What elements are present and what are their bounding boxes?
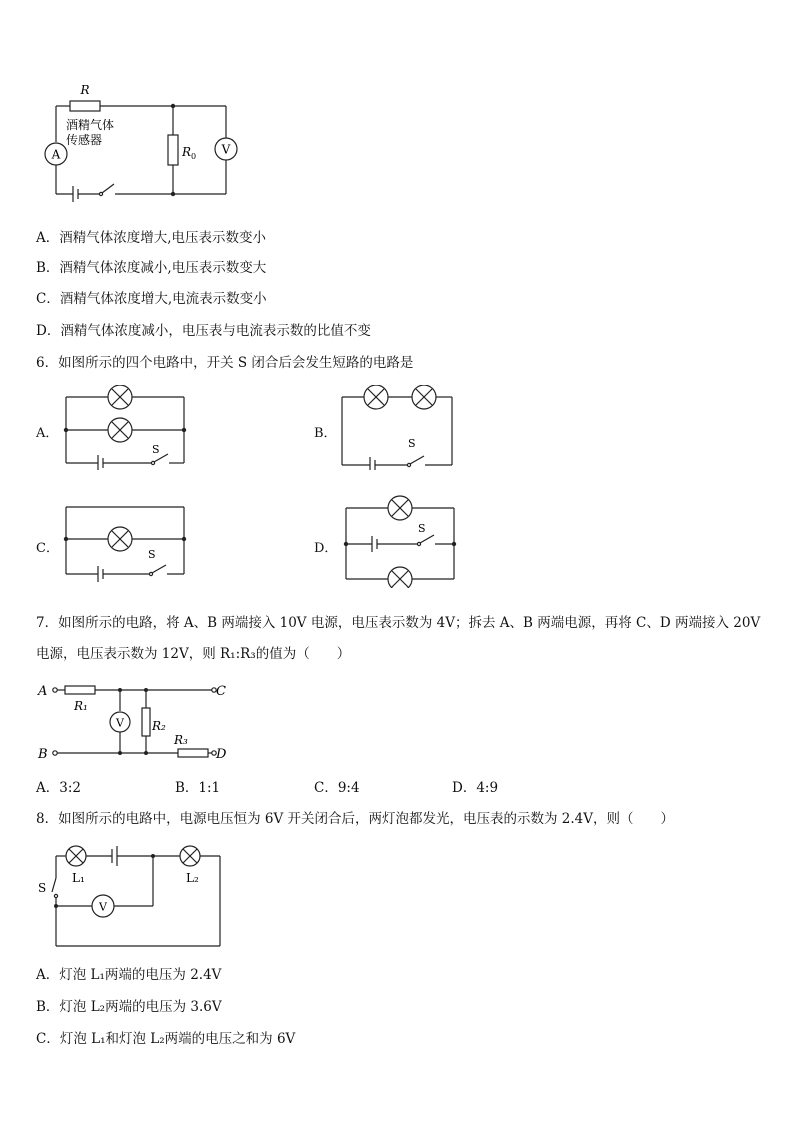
q7-option-d: D．4:9 [452,780,499,796]
q8-L2-label: L₂ [186,871,199,885]
q6-option-a-label: A． [36,426,59,441]
q6-a-switch-label: S [152,443,160,456]
q8-circuit-diagram [34,840,234,952]
q7-circuit-diagram [34,678,244,770]
q7-terminal-D: D [216,747,227,762]
q8-option-c: C．灯泡 L₁和灯泡 L₂两端的电压之和为 6V [36,1031,296,1047]
q7-terminal-C: C [216,684,226,699]
q7-voltmeter-label: V [116,716,124,730]
q6-option-d-label: D． [314,541,338,556]
q7-stem-line-1: 7．如图所示的电路，将 A、B 两端接入 10V 电源，电压表示数为 4V；拆去 A、B 两端电源，再将 C、D 两端接入 20V [36,615,761,631]
q7-option-c: C．9:4 [314,780,360,796]
q6-b-switch-label: S [408,437,416,450]
q7-stem-line-2: 电源，电压表示数为 12V，则 R₁:R₃的值为（ ） [36,646,351,662]
q6-circuit-c [60,500,190,582]
q8-switch-label: S [38,881,47,895]
q7-option-b: B．1:1 [175,780,221,796]
q5-sensor-label-2: 传感器 [66,133,103,147]
q5-option-c: C．酒精气体浓度增大,电流表示数变小 [36,291,267,307]
q5-circuit-diagram [40,80,250,205]
q8-option-b: B．灯泡 L₂两端的电压为 3.6V [36,999,222,1015]
q6-option-c-label: C． [36,541,59,556]
q6-circuit-b [336,385,461,470]
q5-voltmeter-label: V [221,142,231,157]
q7-R2-label: R₂ [152,719,166,733]
q5-option-b: B．酒精气体浓度减小,电压表示数变大 [36,260,267,276]
q7-R1-label: R₁ [74,699,88,713]
q7-terminal-B: B [38,747,48,762]
q6-option-b-label: B． [314,426,337,441]
q6-circuit-d [336,494,461,588]
q8-stem: 8．如图所示的电路中，电源电压恒为 6V 开关闭合后，两灯泡都发光，电压表的示数为 2.4V，则（ ） [36,811,675,827]
q7-terminal-A: A [38,684,48,699]
q8-option-a: A．灯泡 L₁两端的电压为 2.4V [36,967,222,983]
q5-R0-label: $R_0$ [182,145,197,161]
q6-d-switch-label: S [418,522,426,535]
q6-stem: 6．如图所示的四个电路中，开关 S 闭合后会发生短路的电路是 [36,355,414,371]
q5-sensor-label-1: 酒精气体 [66,118,115,132]
q8-voltmeter-label: V [99,900,107,914]
q7-R3-label: R₃ [174,733,188,747]
q5-ammeter-label: A [51,147,61,162]
q5-option-d: D．酒精气体浓度减小，电压表与电流表示数的比值不变 [36,323,371,339]
q6-c-switch-label: S [148,548,156,561]
q8-L1-label: L₁ [72,871,85,885]
q6-circuit-a [60,385,190,470]
q7-option-a: A．3:2 [36,780,81,796]
q5-option-a: A．酒精气体浓度增大,电压表示数变小 [36,230,267,246]
q5-resistor-R-label: R [80,83,90,97]
